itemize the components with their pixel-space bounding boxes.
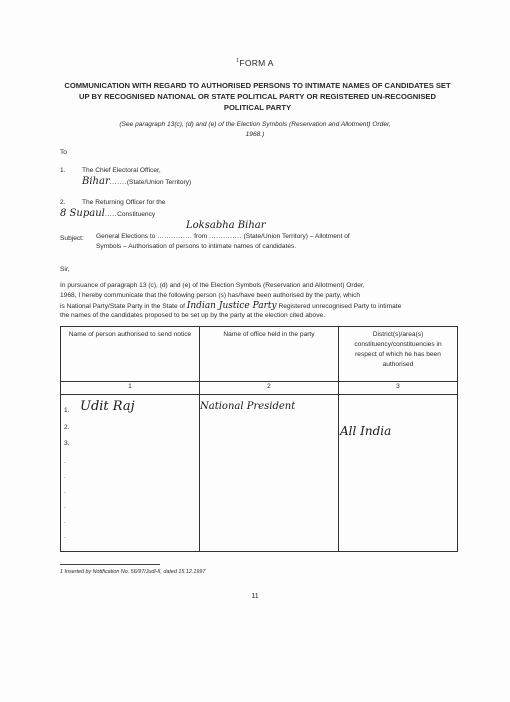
office-handwritten: National President (200, 401, 296, 412)
state-suffix: (State/Union Territory) (126, 179, 192, 186)
row-number-1: 1. (64, 407, 70, 414)
cell-district (339, 395, 458, 552)
footnote-rule (60, 564, 160, 565)
column-number-1: 1 (61, 382, 200, 395)
constituency-suffix: Constituency (117, 211, 156, 218)
subject-line2: Symbols – Authorisation of persons to intimate names of candidates. (96, 243, 297, 250)
form-title (0, 58, 510, 68)
body-line3-part1: is National Party/State Party in the State of (60, 303, 185, 310)
state-handwritten: Bihar (82, 176, 110, 187)
cell-person-name (61, 395, 200, 552)
header-district: District(s)/area(s) constituency/constituencies in respect of which he has been authorised (339, 327, 458, 382)
form-heading: COMMUNICATION WITH REGARD TO AUTHORISED PERSONS TO INTIMATE NAMES OF CANDIDATES SET UP BY RECOGNISED NATIONAL OR STATE POLITICAL PARTY OR REGISTERED UN-RECOGNISED POLITICAL PARTY (64, 81, 451, 112)
area-handwritten: All India (340, 424, 392, 438)
header-person-name: Name of person authorised to send notice (61, 327, 200, 382)
constituency-line: 8 Supaul.....Constituency (60, 208, 156, 219)
row-number-3: 3. (64, 440, 70, 447)
constituency-handwritten: 8 Supaul (60, 208, 105, 219)
authorisation-table (60, 326, 458, 552)
column-number-2: 2 (200, 382, 339, 395)
row-dots: . . . . . . (64, 459, 66, 540)
body-line1: In pursuance of paragraph 13 (c), (d) and (e) of the Election Symbols (Reservation and Allotment) Order, (60, 282, 365, 289)
subject-text1: General Elections to (96, 233, 156, 240)
footnote-marker: 1 (236, 58, 240, 65)
table-number-row (61, 382, 458, 395)
to-label: To (60, 149, 67, 156)
authorised-person-handwritten: Udit Raj (80, 399, 135, 414)
subject-text3: (State/Union Territory) – Allotment of (243, 233, 350, 240)
footnote: 1 Inserted by Notification No. 56/97/Judl-II, dated 15.12.1997 (60, 569, 206, 575)
returning-officer: The Returning Officer for the (82, 199, 166, 206)
subject-label: Subject: (60, 235, 84, 242)
paragraph-reference: (See paragraph 13(c), (d) and (e) of the Election Symbols (Reservation and Allotment) Order, 1968.) (119, 121, 391, 138)
state-line: Bihar.......(State/Union Territory) (82, 176, 192, 187)
subject-handwritten: Loksabha Bihar (186, 220, 266, 231)
item1-number: 1. (60, 167, 66, 174)
table-header-row (61, 327, 458, 382)
subject-line1: General Elections to ............... from .............. (State/Union Territory) – Allotment of (96, 233, 350, 240)
body-line2: 1968, I hereby communicate that the following person (s) has/have been authorised by the party, which (60, 292, 361, 299)
subject-text2: from (194, 233, 208, 240)
page-number: 11 (251, 593, 259, 600)
party-handwritten: Indian Justice Party (186, 301, 277, 311)
column-number-3: 3 (339, 382, 458, 395)
form-title-text: FORM A (239, 58, 274, 68)
cell-office (200, 395, 339, 552)
salutation: Sir, (60, 266, 70, 273)
table-body-row (61, 395, 458, 552)
chief-electoral-officer: The Chief Electoral Officer, (82, 167, 161, 174)
body-line3-part2: Registered unrecognised Party to intimate (278, 303, 402, 310)
row-number-2: 2. (64, 424, 70, 431)
header-office: Name of office held in the party (200, 327, 339, 382)
body-line4: the names of the candidates proposed to be set up by the party at the election cited above. (60, 312, 326, 319)
item2-number: 2. (60, 199, 66, 206)
